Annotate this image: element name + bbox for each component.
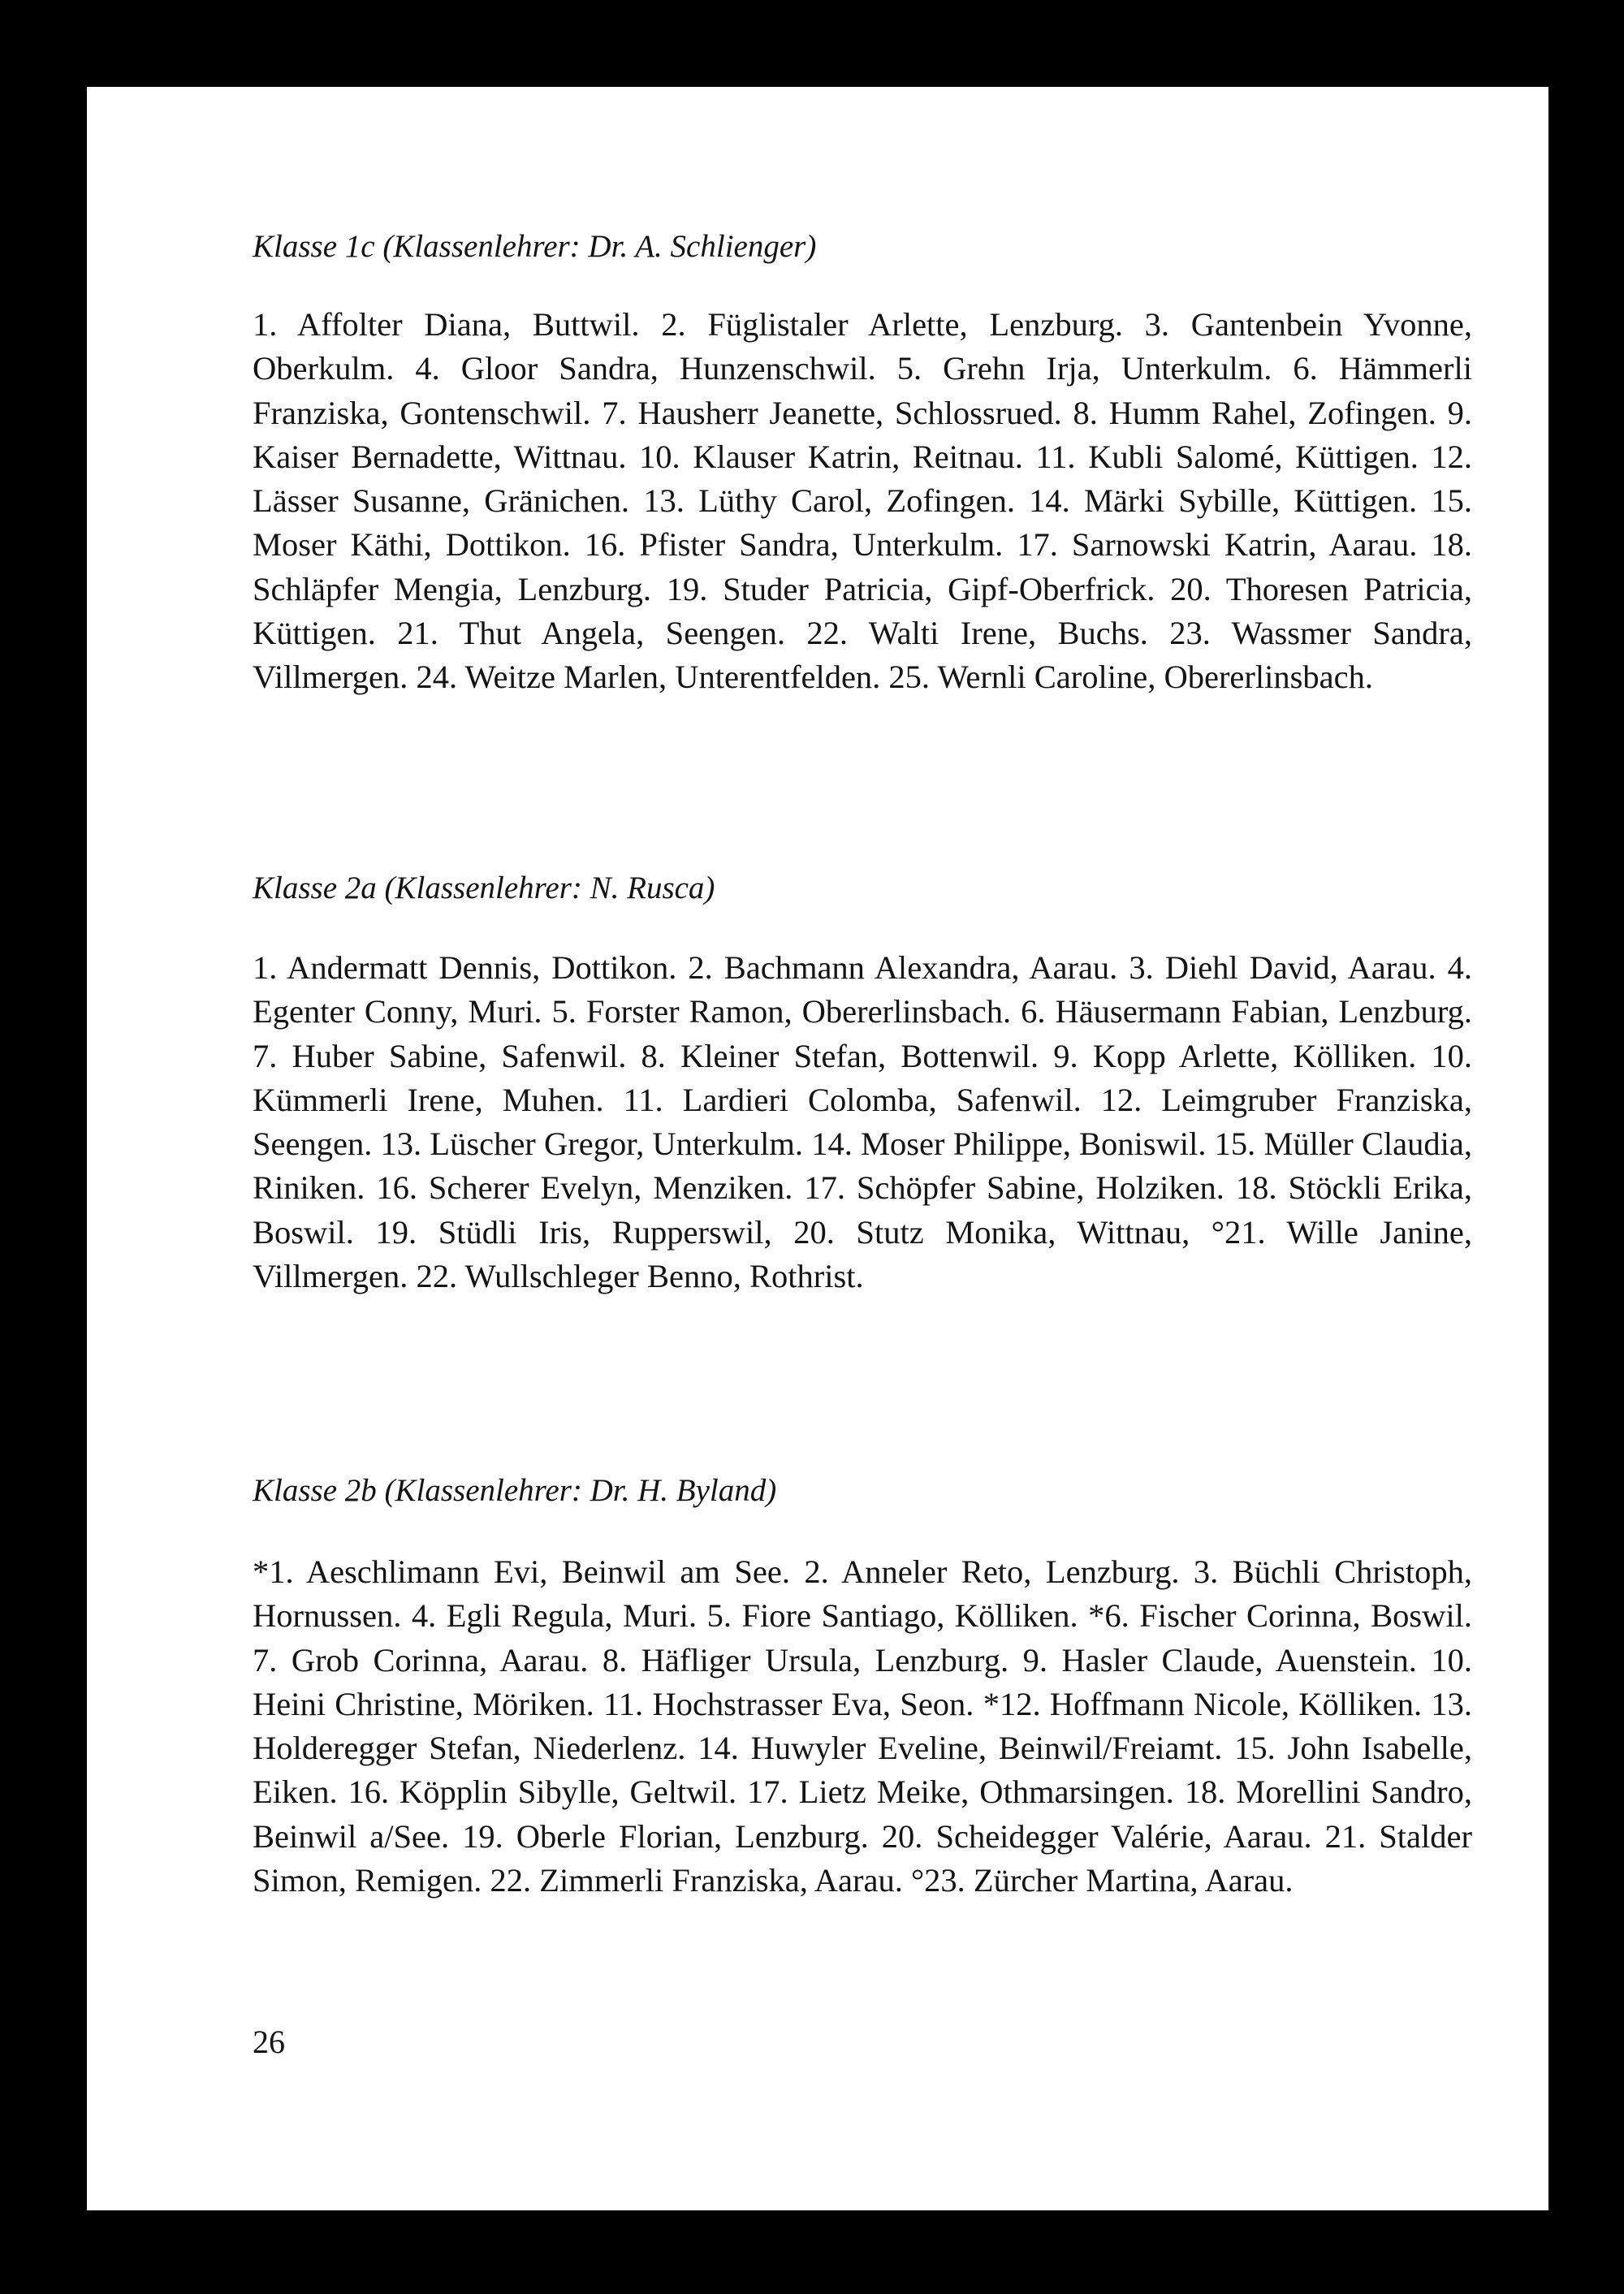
section-heading-klasse-1c: Klasse 1c (Klassenlehrer: Dr. A. Schlienger) (253, 229, 817, 264)
document-page (87, 87, 1548, 2210)
page-number: 26 (253, 2024, 285, 2060)
student-list-klasse-1c: 1. Affolter Diana, Buttwil. 2. Füglistaler Arlette, Lenzburg. 3. Gantenbein Yvonne, Oberkulm. 4. Gloor Sandra, Hunzenschwil. 5. Grehn Irja, Unterkulm. 6. Hämmerli Franziska, Gontenschwil. 7. Hausherr Jeanette, Schlossrued. 8. Humm Rahel, Zofingen. 9. Kaiser Bernadette, Wittnau. 10. Klauser Katrin, Reitnau. 11. Kubli Salomé, Küttigen. 12. Lässer Susanne, Gränichen. 13. Lüthy Carol, Zofingen. 14. Märki Sybille, Küttigen. 15. Moser Käthi, Dottikon. 16. Pfister Sandra, Unterkulm. 17. Sarnowski Katrin, Aarau. 18. Schläpfer Mengia, Lenzburg. 19. Studer Patricia, Gipf-Oberfrick. 20. Thoresen Patricia, Küttigen. 21. Thut Angela, Seengen. 22. Walti Irene, Buchs. 23. Wassmer Sandra, Villmergen. 24. Weitze Marlen, Unterentfelden. 25. Wernli Caroline, Obererlinsbach. (253, 306, 1472, 696)
section-heading-klasse-2b: Klasse 2b (Klassenlehrer: Dr. H. Byland) (253, 1473, 777, 1508)
section-heading-klasse-2a: Klasse 2a (Klassenlehrer: N. Rusca) (253, 871, 715, 905)
student-list-klasse-2b: *1. Aeschlimann Evi, Beinwil am See. 2. Anneler Reto, Lenzburg. 3. Büchli Christoph, Hornussen. 4. Egli Regula, Muri. 5. Fiore Santiago, Kölliken. *6. Fischer Corinna, Boswil. 7. Grob Corinna, Aarau. 8. Häfliger Ursula, Lenzburg. 9. Hasler Claude, Auenstein. 10. Heini Christine, Möriken. 11. Hochstrasser Eva, Seon. *12. Hoffmann Nicole, Kölliken. 13. Holderegger Stefan, Niederlenz. 14. Huwyler Eveline, Beinwil/Freiamt. 15. John Isabelle, Eiken. 16. Köpplin Sibylle, Geltwil. 17. Lietz Meike, Othmarsingen. 18. Morellini Sandro, Beinwil a/See. 19. Oberle Florian, Lenzburg. 20. Scheidegger Valérie, Aarau. 21. Stalder Simon, Remigen. 22. Zimmerli Franziska, Aarau. °23. Zürcher Martina, Aarau. (253, 1553, 1472, 1899)
student-list-klasse-2a: 1. Andermatt Dennis, Dottikon. 2. Bachmann Alexandra, Aarau. 3. Diehl David, Aarau. 4. Egenter Conny, Muri. 5. Forster Ramon, Obererlinsbach. 6. Häusermann Fabian, Lenzburg. 7. Huber Sabine, Safenwil. 8. Kleiner Stefan, Bottenwil. 9. Kopp Arlette, Kölliken. 10. Kümmerli Irene, Muhen. 11. Lardieri Colomba, Safenwil. 12. Leimgruber Franziska, Seengen. 13. Lüscher Gregor, Unterkulm. 14. Moser Philippe, Boniswil. 15. Müller Claudia, Riniken. 16. Scherer Evelyn, Menziken. 17. Schöpfer Sabine, Holziken. 18. Stöckli Erika, Boswil. 19. Stüdli Iris, Rupperswil, 20. Stutz Monika, Wittnau, °21. Wille Janine, Villmergen. 22. Wullschleger Benno, Rothrist. (253, 949, 1472, 1295)
